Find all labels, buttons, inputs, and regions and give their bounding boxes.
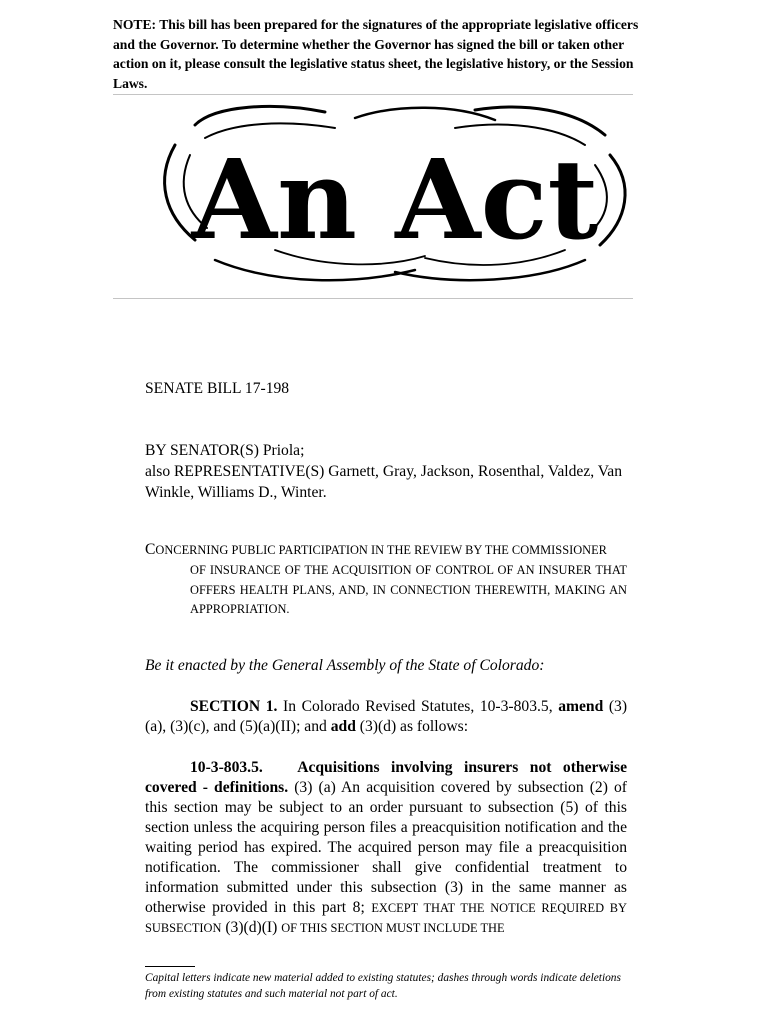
section-1 [145,697,627,737]
house-sponsors: also REPRESENTATIVE(S) Garnett, Gray, Jackson, Rosenthal, Valdez, Van Winkle, Williams D., Winter. [145,463,623,501]
statute-new-text: EXCEPT THAT THE NOTICE REQUIRED BY SUBSECTION [145,901,627,935]
title-drop-letter: C [145,541,156,558]
footnote: Capital letters indicate new material added to existing statutes; dashes through words indicate deletions from existing statutes and such material not part of act. [145,972,621,1000]
section-1-heading: SECTION 1. [190,698,278,715]
bill-number: SENATE BILL 17-198 [145,380,290,397]
section-1-text-b: (3)(a), (3)(c), and (5)(a)(II); and [145,698,628,735]
statute-heading: Acquisitions involving insurers not otherwise covered - definitions. [145,759,628,796]
senate-sponsors: BY SENATOR(S) Priola; [145,442,305,459]
bill-title [145,540,627,620]
an-act-banner [155,100,635,290]
an-act-text: An Act [191,135,599,264]
section-1-add: add [330,718,356,735]
sponsors [145,440,627,503]
title-line-1: ONCERNING PUBLIC PARTICIPATION IN THE REVIEW BY THE COMMISSIONER [155,543,607,557]
statute-new-text-2: OF THIS SECTION MUST INCLUDE THE [281,921,505,935]
footnote-rule [145,966,195,967]
section-1-amend: amend [558,698,604,715]
statute-10-3-803-5 [145,758,627,938]
governor-signature-note: NOTE: This bill has been prepared for the signatures of the appropriate legislative officers and the Governor. To determine whether the Governor has signed the bill or taken other action on it, please consult the legislative status sheet, the legislative history, or the Session Laws. [113,17,639,91]
statute-reference: (3)(d)(I) [225,919,278,936]
an-act-flourish-svg [155,100,635,290]
section-1-text-a: In Colorado Revised Statutes, 10-3-803.5, [283,698,553,715]
header-top-rule [113,94,633,95]
section-1-text-c: (3)(d) as follows: [359,718,469,735]
statute-number: 10-3-803.5. [190,759,263,776]
header-bottom-rule [113,298,633,299]
enacting-clause: Be it enacted by the General Assembly of the State of Colorado: [145,657,545,674]
title-continuation: OF INSURANCE OF THE ACQUISITION OF CONTROL OF AN INSURER THAT OFFERS HEALTH PLANS, AND, IN CONNECTION THEREWITH, MAKING AN APPROPRIATION. [190,562,627,617]
statute-body: (3) (a) An acquisition covered by subsection (2) of this section may be subject to an order pursuant to subsection (5) of this section unless the acquiring person files a preacquisition notification and the waiting period has expired. The acquired person may file a preacquisition notification. The commissioner shall give confidential treatment to information submitted under this subsection (3) in the same manner as otherwise provided in this part 8; [145,779,628,916]
